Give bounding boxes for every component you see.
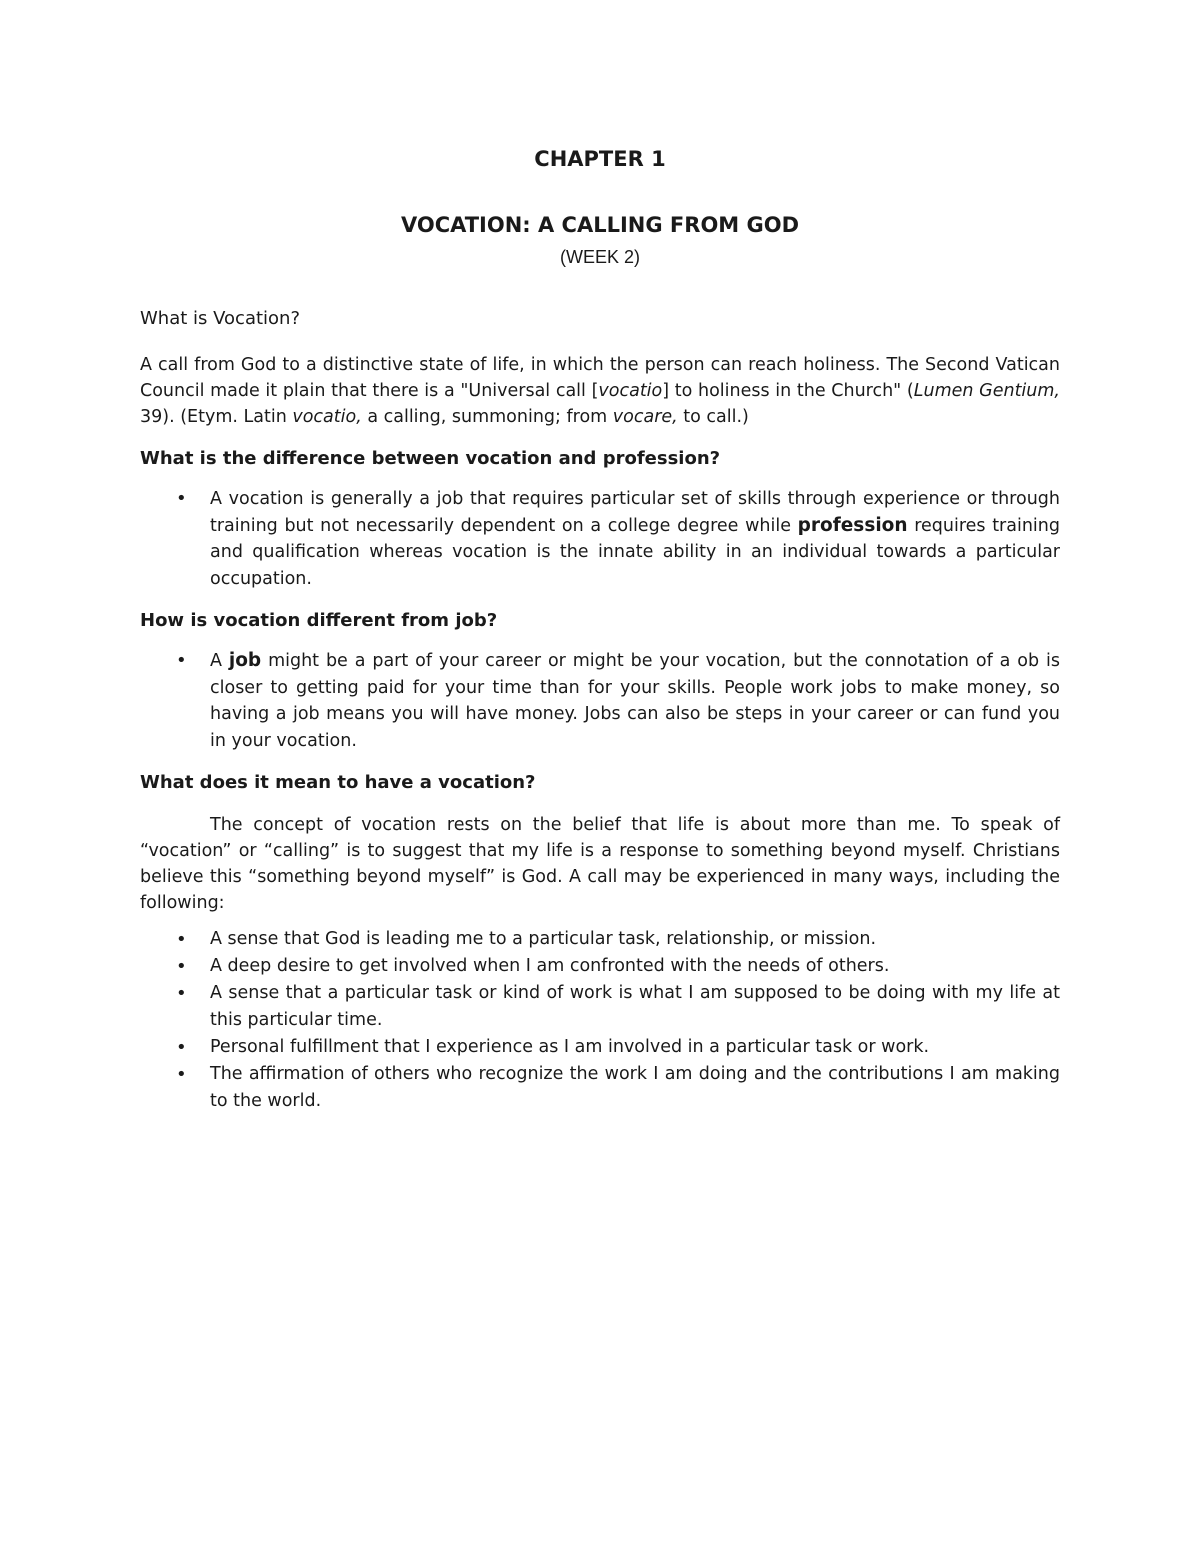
profession-term: profession: [797, 514, 908, 536]
chapter-heading: CHAPTER 1: [534, 147, 666, 171]
list-item: [140, 926, 1060, 953]
list-item: [140, 486, 1060, 592]
list-item: [140, 1061, 1060, 1115]
definition-term-vocatio: vocatio: [598, 381, 663, 401]
bullet-icon: •: [176, 929, 187, 950]
definition-text-3: 39). (Etym. Latin: [140, 407, 293, 427]
profession-bullet-list: [140, 486, 1060, 592]
bullet-icon: •: [176, 983, 187, 1004]
bullet-icon: •: [176, 650, 187, 671]
list-item-text: A deep desire to get involved when I am confronted with the needs of others.: [210, 956, 890, 976]
list-item-text: The affirmation of others who recognize the work I am doing and the contributions I am making to the world.: [210, 1064, 1060, 1111]
list-item: [140, 648, 1060, 754]
calling-experience-list: [140, 926, 1060, 1115]
vocation-meaning-paragraph: The concept of vocation rests on the belief that life is about more than me. To speak of “vocation” or “calling” is to suggest that my life is a response to something beyond myself. Christians believe this “something beyond myself” is God. A call may be experienced in many ways, including the following:: [140, 815, 1060, 913]
job-term: job: [228, 650, 262, 671]
definition-text-4: a calling, summoning; from: [361, 407, 613, 427]
question-have-a-vocation: What does it mean to have a vocation?: [140, 772, 536, 793]
list-item: [140, 953, 1060, 980]
job-bullet-list: [140, 648, 1060, 754]
list-item-text: A sense that God is leading me to a particular task, relationship, or mission.: [210, 929, 877, 949]
definition-term-vocatio-2: vocatio,: [292, 407, 362, 427]
list-item: [140, 1034, 1060, 1061]
definition-text-5: to call.): [677, 407, 749, 427]
definition-text-1: A call from God to a distinctive state of life, in which the person can reach holiness. The Second Vatican Council made it plain that there is a "Universal call [: [140, 355, 1060, 401]
definition-citation-lumen: Lumen Gentium,: [913, 381, 1060, 401]
question-what-is-vocation: What is Vocation?: [140, 308, 301, 329]
definition-term-vocare: vocare,: [612, 407, 678, 427]
question-vocation-vs-profession: What is the difference between vocation and profession?: [140, 448, 721, 469]
job-text-2: might be a part of your career or might be your vocation, but the connotation of a ob is closer to getting paid for your time than for your skills. People work jobs to make money, so having a job means you will have money. Jobs can also be steps in your career or can fund you in your vocation.: [210, 651, 1060, 751]
chapter-title: VOCATION: A CALLING FROM GOD: [400, 213, 800, 237]
week-label: (WEEK 2): [559, 247, 640, 267]
bullet-icon: •: [176, 488, 187, 509]
list-item-text: Personal fulfillment that I experience as I am involved in a particular task or work.: [210, 1037, 930, 1057]
definition-text-2: ] to holiness in the Church" (: [662, 381, 914, 401]
vocation-definition-paragraph: [140, 352, 1060, 430]
bullet-icon: •: [176, 1037, 187, 1058]
document-content: [140, 140, 1060, 1115]
question-vocation-vs-job: How is vocation different from job?: [140, 610, 498, 631]
bullet-icon: •: [176, 1064, 187, 1085]
profession-text-1: A vocation is generally a job that requires particular set of skills through experience or through training but not necessarily dependent on a college degree while: [210, 489, 1060, 536]
job-text-1: A: [210, 651, 229, 671]
profession-text-2: requires training and qualification whereas vocation is the innate ability in an individual towards a particular occupation.: [210, 515, 1060, 589]
bullet-icon: •: [176, 956, 187, 977]
list-item: [140, 980, 1060, 1034]
list-item-text: A sense that a particular task or kind of work is what I am supposed to be doing with my life at this particular time.: [210, 983, 1060, 1030]
